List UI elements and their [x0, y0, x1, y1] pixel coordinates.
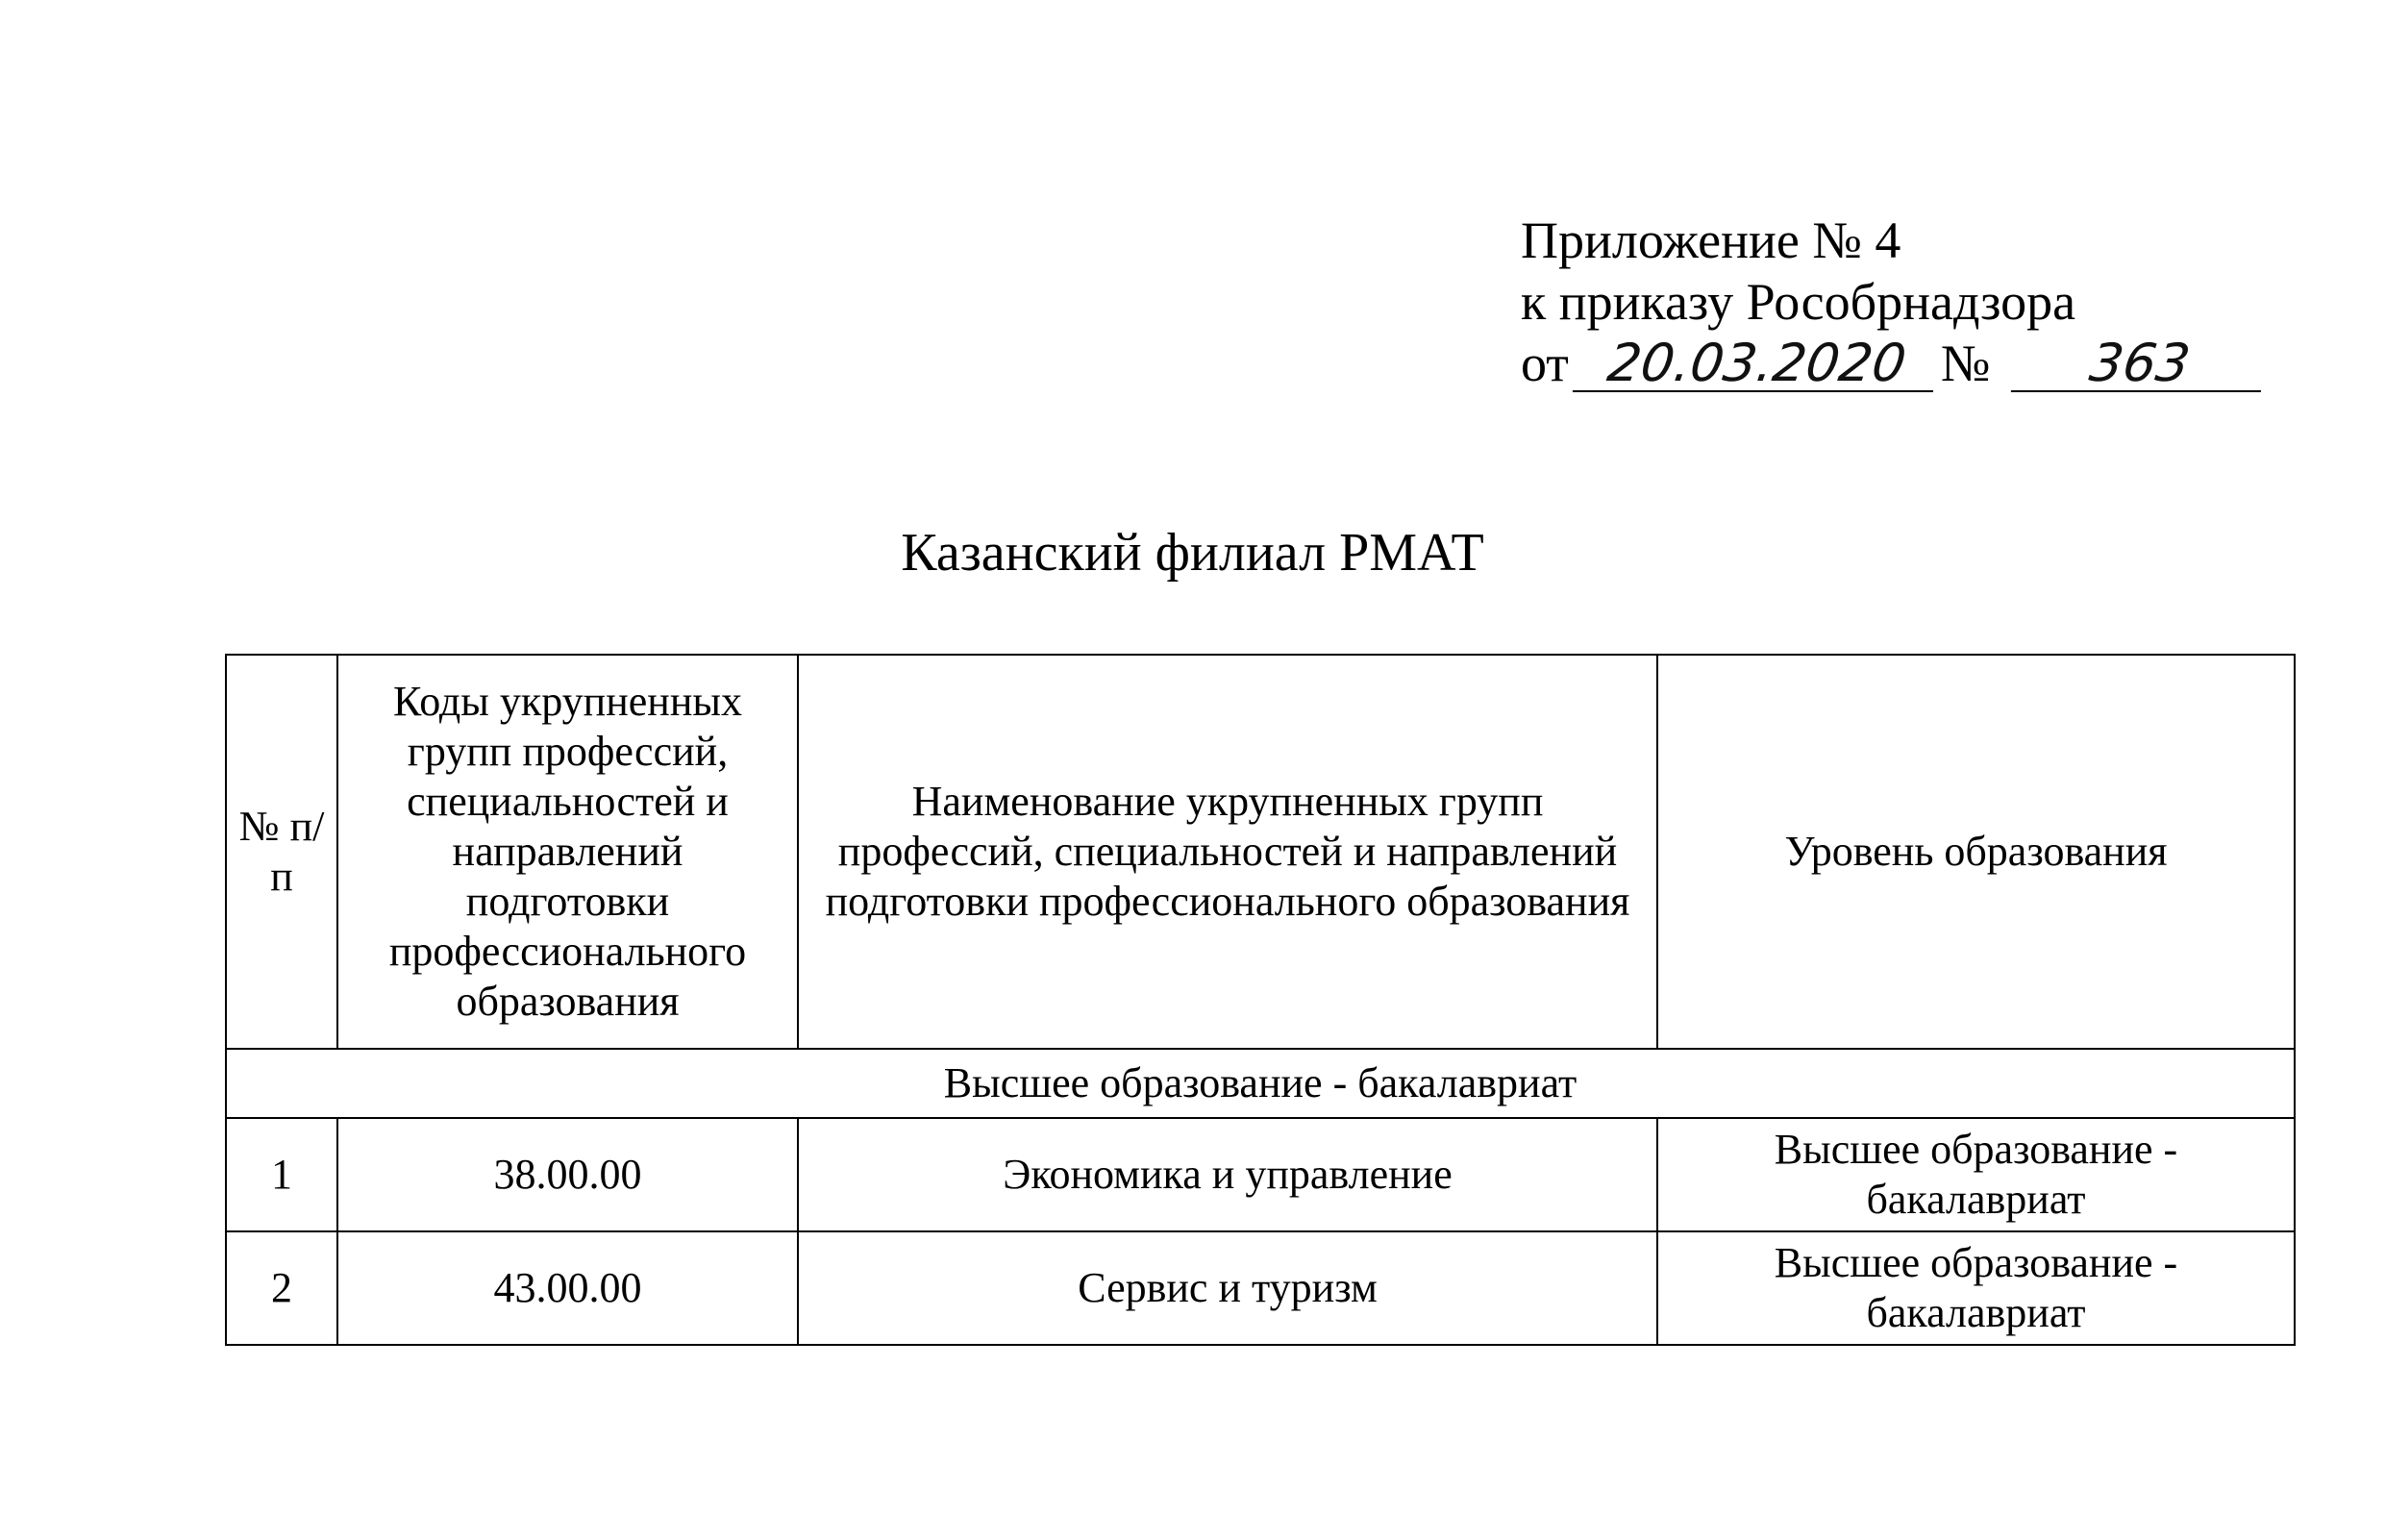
- row-name: Экономика и управление: [798, 1118, 1657, 1231]
- row-num: 2: [226, 1231, 337, 1345]
- row-code: 43.00.00: [337, 1231, 798, 1345]
- row-num: 1: [226, 1118, 337, 1231]
- number-sign: №: [1940, 335, 1991, 392]
- row-name: Сервис и туризм: [798, 1231, 1657, 1345]
- row-code: 38.00.00: [337, 1118, 798, 1231]
- section-row: [226, 1049, 2295, 1118]
- handwritten-number: 363: [2011, 333, 2270, 394]
- appendix-line-1: Приложение № 4: [1521, 211, 1901, 269]
- header-code: Коды укрупненных групп профессий, специальностей и направлений подготовки профессионального образования: [337, 655, 798, 1049]
- header-level: Уровень образования: [1657, 655, 2295, 1049]
- table-row: [226, 1231, 2295, 1345]
- row-level: Высшее образование - бакалавриат: [1657, 1118, 2295, 1231]
- handwritten-date: 20.03.2020: [1572, 333, 1941, 394]
- from-label: от: [1521, 335, 1569, 392]
- specialties-table: [225, 654, 2296, 1346]
- page-title: Казанский филиал РМАТ: [901, 523, 1484, 583]
- header-num: № п/п: [226, 655, 337, 1049]
- appendix-line-2: к приказу Рособрнадзора: [1521, 273, 2076, 331]
- row-level: Высшее образование - бакалавриат: [1657, 1231, 2295, 1345]
- table-row: [226, 1118, 2295, 1231]
- appendix-line-3: [1521, 333, 2265, 394]
- section-title: Высшее образование - бакалавриат: [226, 1049, 2295, 1118]
- table-header-row: [226, 655, 2295, 1049]
- header-name: Наименование укрупненных групп профессий, специальностей и направлений подготовки профессионального образования: [798, 655, 1657, 1049]
- appendix-block: [1521, 210, 2265, 394]
